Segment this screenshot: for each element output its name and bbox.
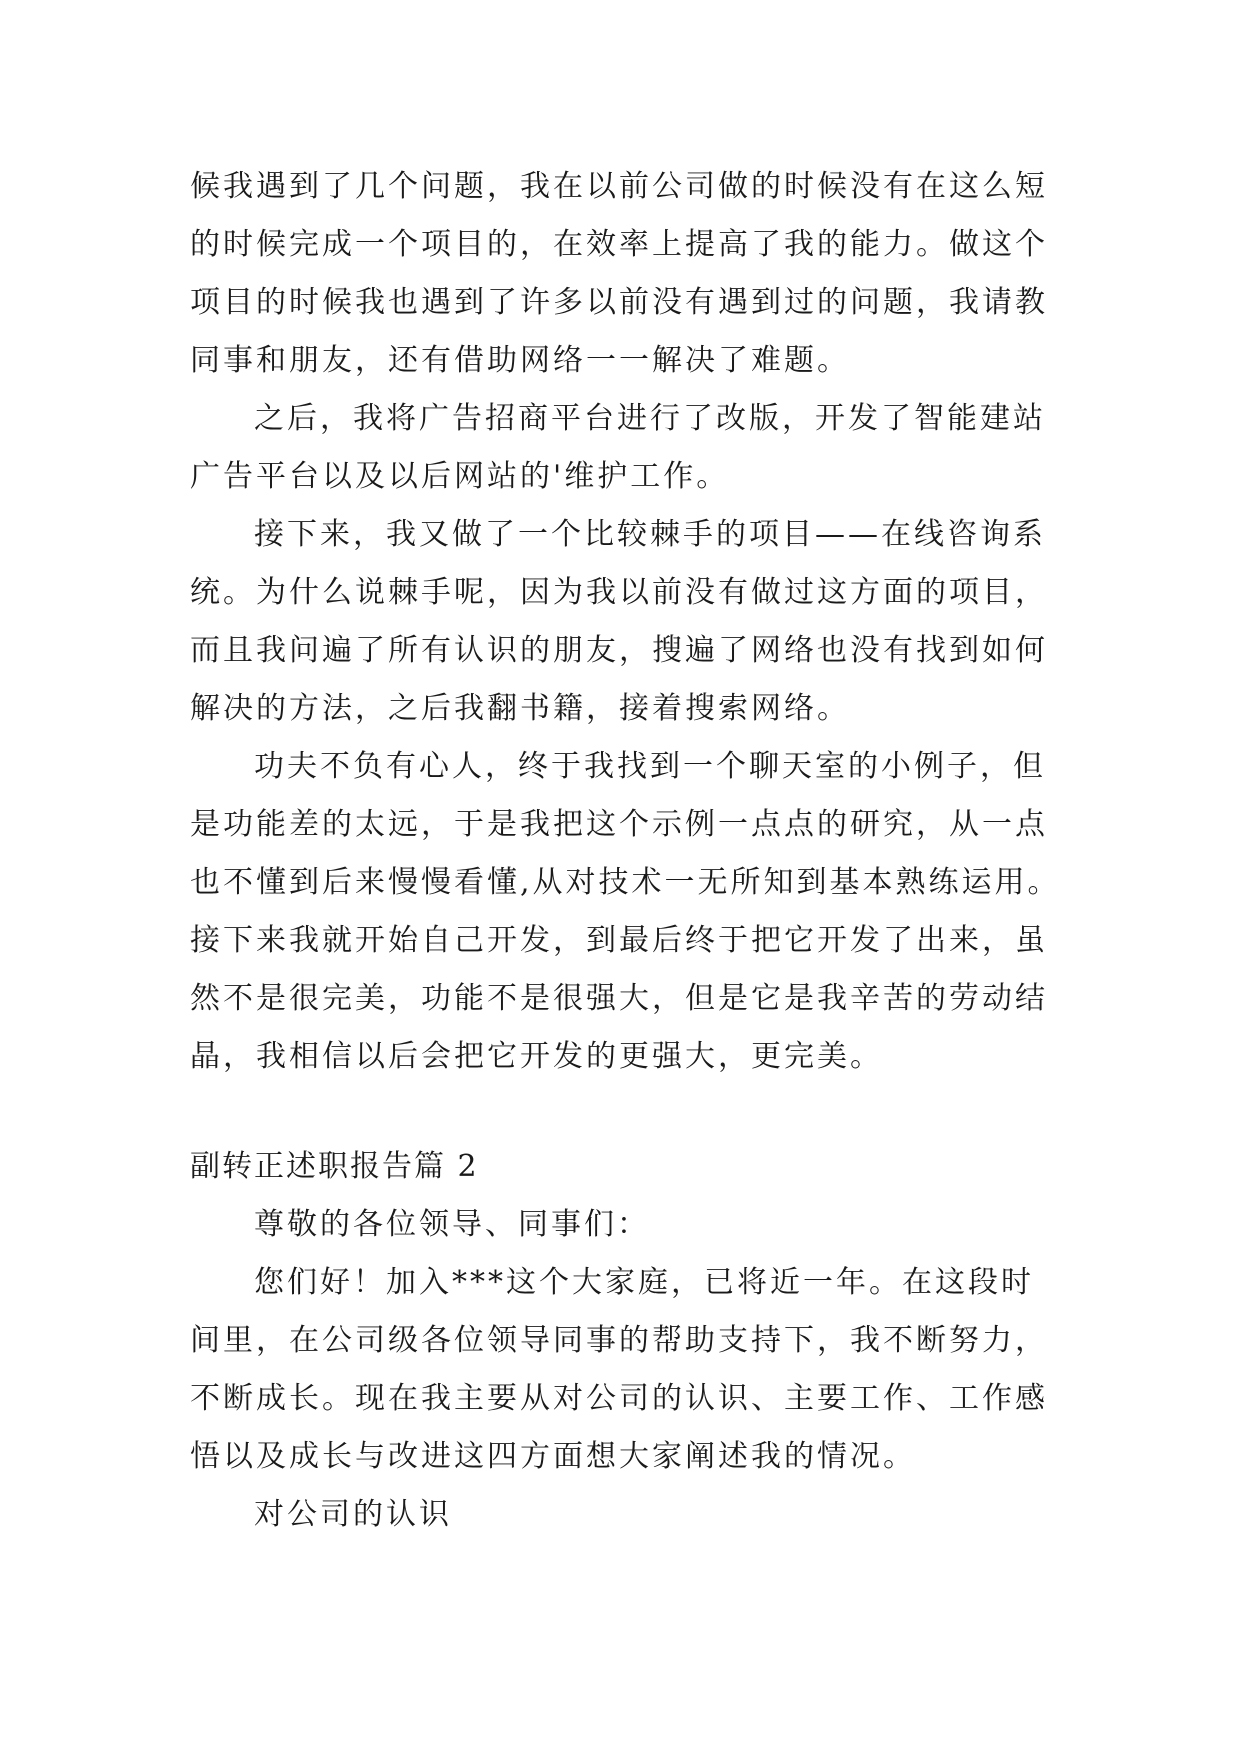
paragraph-line: 统。为什么说棘手呢，因为我以前没有做过这方面的项目， xyxy=(190,575,1048,610)
paragraph-line: 对公司的认识 xyxy=(254,1497,452,1532)
paragraph xyxy=(190,506,1070,738)
paragraph-line: 您们好！加入***这个大家庭，已将近一年。在这段时 xyxy=(254,1265,1034,1300)
section-heading: 副转正述职报告篇 2 xyxy=(190,1149,479,1184)
paragraph-line: 同事和朋友，还有借助网络一一解决了难题。 xyxy=(190,343,850,378)
paragraph-line: 广告平台以及以后网站的'维护工作。 xyxy=(190,459,730,494)
paragraph-line: 接下来我就开始自己开发，到最后终于把它开发了出来，虽 xyxy=(190,923,1048,958)
paragraph xyxy=(190,158,1070,390)
paragraph-line: 项目的时候我也遇到了许多以前没有遇到过的问题，我请教 xyxy=(190,285,1048,320)
paragraph-line: 而且我问遍了所有认识的朋友，搜遍了网络也没有找到如何 xyxy=(190,633,1048,668)
paragraph-line: 解决的方法，之后我翻书籍，接着搜索网络。 xyxy=(190,691,850,726)
paragraph-line: 间里，在公司级各位领导同事的帮助支持下，我不断努力， xyxy=(190,1323,1048,1358)
paragraph xyxy=(190,1254,1070,1486)
paragraph-line: 接下来，我又做了一个比较棘手的项目——在线咨询系 xyxy=(254,517,1046,552)
paragraph-line: 候我遇到了几个问题，我在以前公司做的时候没有在这么短 xyxy=(190,169,1048,204)
paragraph xyxy=(190,1486,1070,1544)
paragraph-line: 尊敬的各位领导、同事们： xyxy=(254,1207,650,1242)
paragraph-line: 是功能差的太远，于是我把这个示例一点点的研究，从一点 xyxy=(190,807,1048,842)
paragraph xyxy=(190,738,1070,1086)
section-gap xyxy=(190,1086,1070,1138)
paragraph-line: 不断成长。现在我主要从对公司的认识、主要工作、工作感 xyxy=(190,1381,1048,1416)
paragraph-line: 晶，我相信以后会把它开发的更强大，更完美。 xyxy=(190,1039,883,1074)
paragraph-line: 然不是很完美，功能不是很强大，但是它是我辛苦的劳动结 xyxy=(190,981,1048,1016)
document-body xyxy=(190,158,1070,1544)
paragraph-line: 之后，我将广告招商平台进行了改版，开发了智能建站 xyxy=(254,401,1046,436)
paragraph xyxy=(190,1196,1070,1254)
paragraph-line: 悟以及成长与改进这四方面想大家阐述我的情况。 xyxy=(190,1439,916,1474)
paragraph-line: 也不懂到后来慢慢看懂,从对技术一无所知到基本熟练运用。 xyxy=(190,865,1061,900)
paragraph-line: 功夫不负有心人，终于我找到一个聊天室的小例子，但 xyxy=(254,749,1046,784)
paragraph-line: 的时候完成一个项目的，在效率上提高了我的能力。做这个 xyxy=(190,227,1048,262)
paragraph xyxy=(190,390,1070,506)
